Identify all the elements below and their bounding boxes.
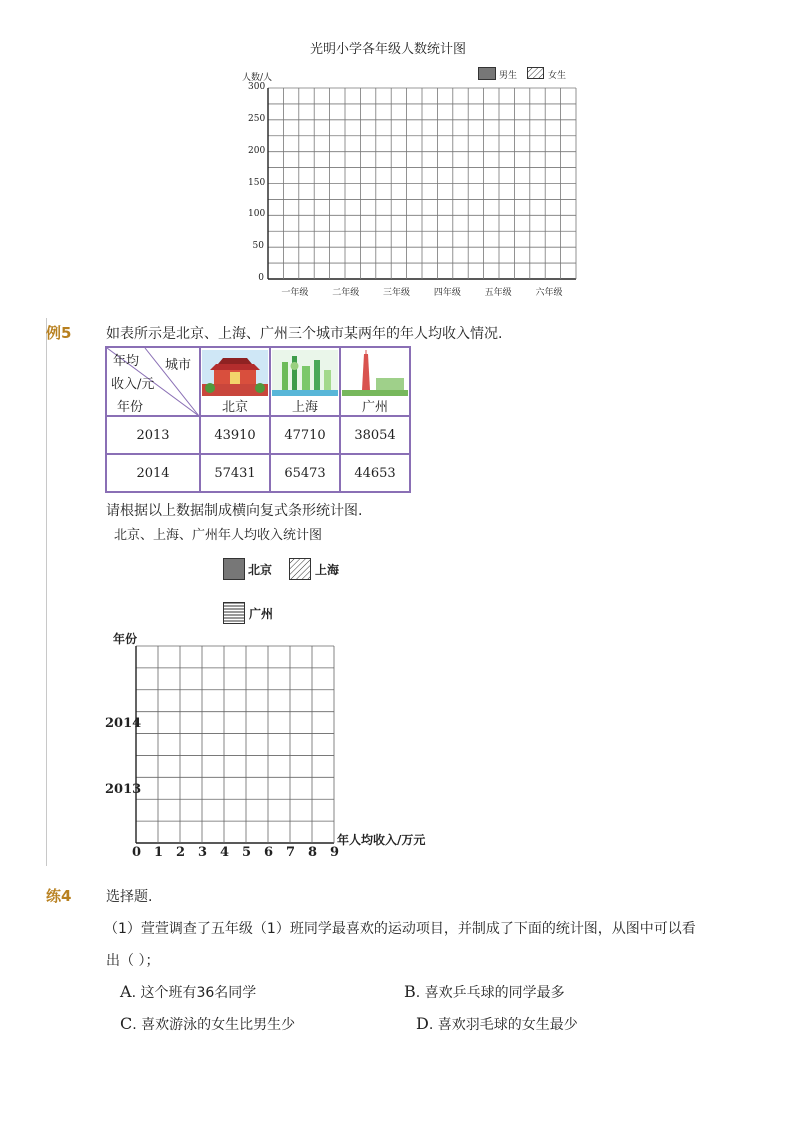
- x-tick-label: 4: [220, 845, 230, 860]
- corner-mid-label: 收入/元: [111, 377, 155, 392]
- x-tick-label: 1: [154, 845, 164, 860]
- y-tick-label: 0: [258, 273, 264, 283]
- x-tick-label: 8: [308, 845, 318, 860]
- y-tick-label: 250: [248, 113, 266, 124]
- row-value: 43910: [200, 416, 270, 454]
- option-c[interactable]: [120, 1014, 295, 1034]
- practice4-question-line1: （1）萱萱调查了五年级（1）班同学最喜欢的运动项目，并制成了下面的统计图，从图中可以看: [104, 921, 696, 937]
- legend-shanghai-label: 上海: [315, 563, 340, 577]
- chart2-ylabel-2014: 2014: [105, 716, 142, 731]
- practice4-question-line2: 出（ ）；: [106, 953, 160, 969]
- row-value: 65473: [270, 454, 340, 492]
- x-tick-label: 5: [242, 845, 252, 860]
- option-c-letter: C: [120, 1014, 133, 1033]
- x-tick-label: 0: [132, 845, 142, 860]
- x-tick-label: 3: [198, 845, 208, 860]
- legend-boy-label: 男生: [499, 71, 518, 81]
- x-tick-label: 7: [286, 845, 296, 860]
- city-name-beijing: 北京: [221, 400, 248, 415]
- x-tick-label: 9: [330, 845, 340, 860]
- legend-beijing-label: 北京: [248, 563, 273, 577]
- row-value: 47710: [270, 416, 340, 454]
- practice4-tag: 练4: [46, 887, 72, 905]
- category-label: 一年级: [281, 288, 309, 298]
- option-d[interactable]: [416, 1014, 578, 1034]
- option-c-text: . 喜欢游泳的女生比男生少: [132, 1017, 296, 1033]
- row-year: 2013: [106, 416, 200, 454]
- row-value: 57431: [200, 454, 270, 492]
- legend-guangzhou-label: 广州: [249, 607, 274, 621]
- option-d-letter: D: [416, 1014, 429, 1033]
- chart2-xlabel: 年人均收入/万元: [337, 833, 426, 847]
- y-tick-label: 150: [248, 177, 266, 188]
- row-year: 2014: [106, 454, 200, 492]
- y-tick-label: 200: [248, 145, 266, 156]
- y-tick-label: 300: [248, 82, 266, 92]
- corner-city-label: 城市: [165, 358, 192, 373]
- chart1-ylabel: 人数/人: [242, 73, 273, 83]
- example5-tag: 例5: [46, 324, 72, 342]
- city-name-shanghai: 上海: [291, 400, 318, 415]
- example5-instruction: 请根据以上数据制成横向复式条形统计图.: [106, 503, 363, 519]
- x-tick-label: 2: [176, 845, 186, 860]
- option-b-letter: B: [404, 982, 416, 1001]
- category-label: 二年级: [332, 288, 360, 298]
- option-a-text: . 这个班有36名同学: [131, 985, 257, 1001]
- category-label: 四年级: [433, 288, 461, 298]
- example5-chart-title: 北京、上海、广州年人均收入统计图: [114, 528, 323, 543]
- x-tick-label: 6: [264, 845, 274, 860]
- corner-top-label: 年均: [113, 354, 140, 369]
- row-value: 38054: [340, 416, 410, 454]
- option-d-text: . 喜欢羽毛球的女生最少: [428, 1017, 578, 1033]
- y-tick-label: 50: [252, 241, 264, 252]
- option-a-letter: A: [120, 982, 132, 1001]
- chart2-ylabel: 年份: [113, 632, 138, 646]
- category-label: 五年级: [484, 288, 512, 298]
- category-label: 六年级: [535, 288, 563, 298]
- legend-girl-label: 女生: [548, 71, 567, 81]
- corner-year-label: 年份: [117, 400, 144, 415]
- y-tick-label: 100: [248, 209, 266, 220]
- example5-text: 如表所示是北京、上海、广州三个城市某两年的年人均收入情况.: [106, 326, 503, 342]
- option-b[interactable]: [404, 982, 565, 1002]
- practice4-heading: 选择题.: [106, 889, 153, 905]
- row-value: 44653: [340, 454, 410, 492]
- option-b-text: . 喜欢乒乓球的同学最多: [415, 985, 565, 1001]
- chart2-ylabel-2013: 2013: [105, 782, 142, 797]
- category-label: 三年级: [383, 288, 411, 298]
- city-name-guangzhou: 广州: [361, 400, 388, 415]
- chart1-title: 光明小学各年级人数统计图: [310, 42, 467, 57]
- option-a[interactable]: [120, 982, 256, 1002]
